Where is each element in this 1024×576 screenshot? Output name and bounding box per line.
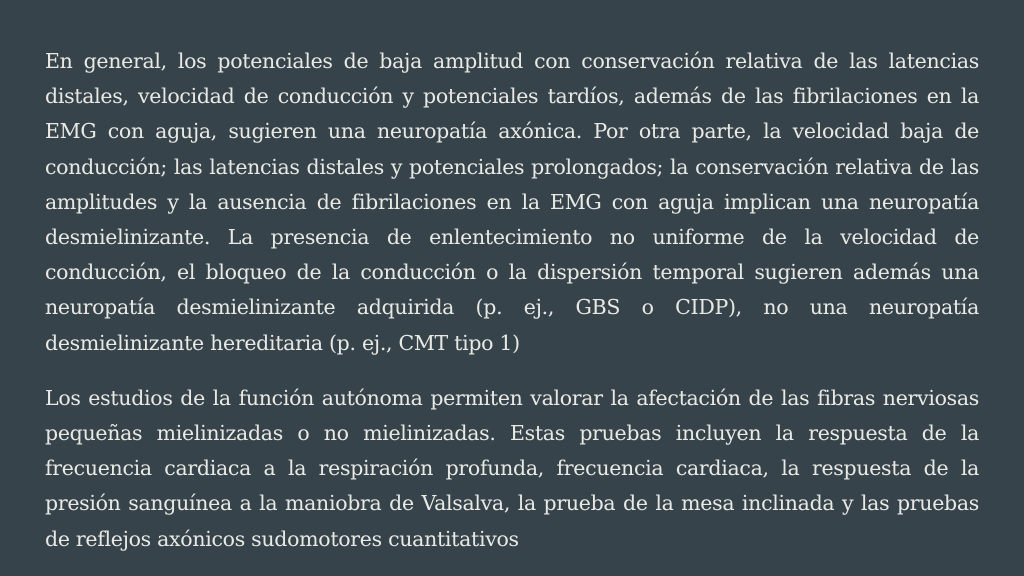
paragraph-nerve-conduction: En general, los potenciales de baja amplitud con conservación relativa de las latencias distales, velocidad de conducción y potenciales tardíos, además de las fibrilaciones en la EMG con aguja, sugieren una neuropatía axónica. Por otra parte, la velocidad baja de conducción; las latencias distales y potenciales prolongados; la conservación relativa de las amplitudes y la ausencia de fibrilaciones en la EMG con aguja implican una neuropatía desmielinizante. La presencia de enlentecimiento no uniforme de la velocidad de conducción, el bloqueo de la conducción o la dispersión temporal sugieren además una neuropatía desmielinizante adquirida (p. ej., GBS o CIDP), no una neuropatía desmielinizante hereditaria (p. ej., CMT tipo 1) (45, 49, 979, 355)
paragraph-autonomic-function: Los estudios de la función autónoma permiten valorar la afectación de las fibras nerviosas pequeñas mielinizadas o no mielinizadas. Estas pruebas incluyen la respuesta de la frecuencia cardiaca a la respiración profunda, frecuencia cardiaca, la respuesta de la presión sanguínea a la maniobra de Valsalva, la prueba de la mesa inclinada y las pruebas de reflejos axónicos sudomotores cuantitativos (45, 385, 979, 551)
